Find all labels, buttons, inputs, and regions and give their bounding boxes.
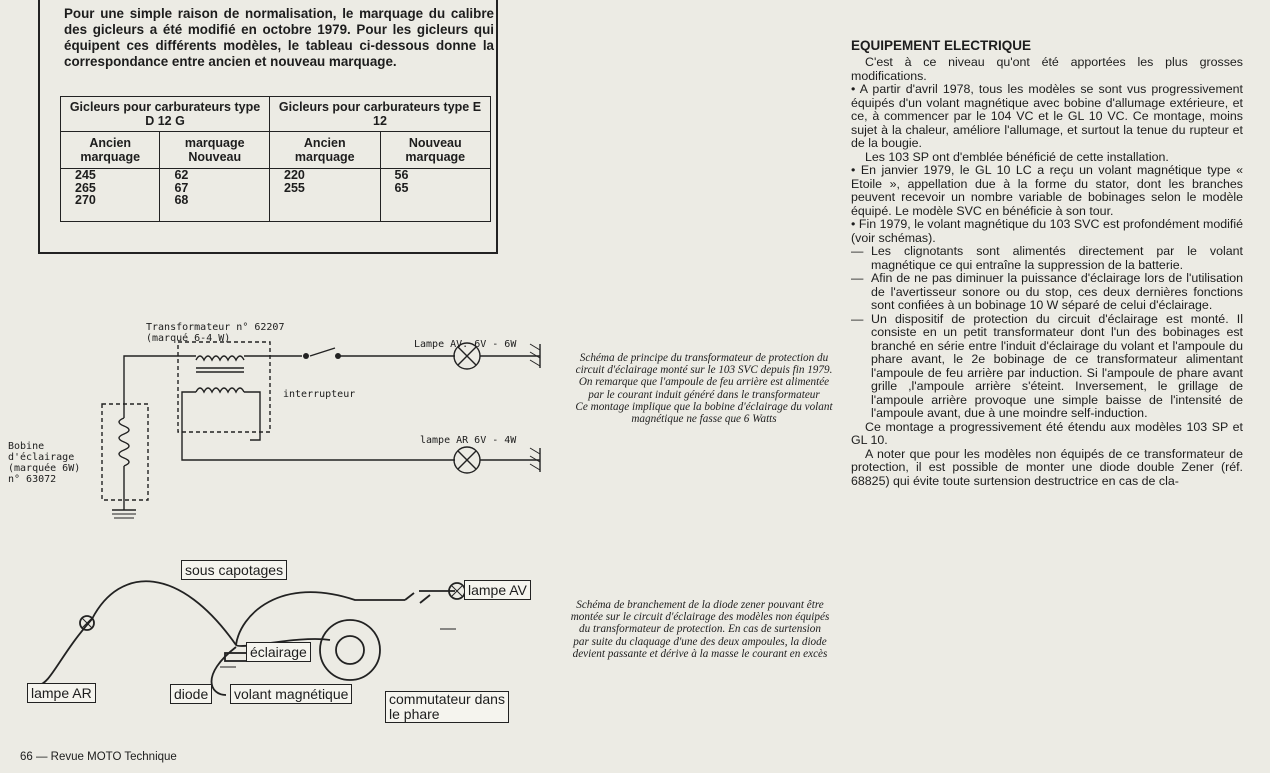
- label-lampe-av: lampe AV: [464, 580, 531, 600]
- switch-label: interrupteur: [283, 389, 356, 400]
- dash-item: — Les clignotants sont alimentés directement par le volant magnétique ce qui entraîne la suppression de la batterie.: [851, 244, 1243, 272]
- front-lamp-label: Lampe AV. 6V - 6W: [414, 339, 517, 350]
- transformer-label: Transformateur n° 62207 (marqué 6-4 W): [146, 322, 285, 344]
- caption-diode: Schéma de branchement de la diode zener pouvant être montée sur le circuit d'éclairage des modèles non équipés du transformateur de protection. En cas de surtension par suite du claquage d'une des deux ampoules, la diode devient passante et dérive à la masse le courant en excès: [570, 599, 830, 660]
- article-paragraph: Les 103 SP ont d'emblée bénéficié de cette installation.: [865, 149, 1169, 164]
- table-header-d12g: Gicleurs pour carburateurs type D 12 G: [61, 97, 270, 132]
- table-cell: 245 265 270: [61, 169, 160, 222]
- wire-rear: [92, 581, 236, 645]
- coil-box: [102, 404, 148, 500]
- article-paragraph: A noter que pour les modèles non équipés de ce transformateur de protection, il est possible de monter une diode double Zener (réf. 68825) qui évite toute surtension destructrice en cas de cla-: [851, 446, 1243, 488]
- table-cell: 220 255: [270, 169, 381, 222]
- article-paragraph: C'est à ce niveau qu'ont été apportées les plus grosses modifications.: [851, 55, 1243, 83]
- transformer-schematic: [0, 320, 570, 530]
- wire-front: [236, 592, 405, 645]
- article-paragraph: Ce montage a progressivement été étendu aux modèles 103 SP et GL 10.: [851, 419, 1243, 447]
- coil-label: Bobine d'éclairage (marquée 6W) n° 63072: [8, 441, 81, 485]
- magneto-flywheel: [320, 620, 380, 680]
- dash-item: — Afin de ne pas diminuer la puissance d'éclairage lors de l'utilisation de l'avertisseur sonore ou du stop, ces deux dernières fonctions sont confiées à un bobinage 10 W séparé de celui d'éclairage.: [851, 271, 1243, 312]
- label-sous-capotages: sous capotages: [181, 560, 287, 580]
- article-body: [851, 56, 1243, 488]
- rear-lamp-label: lampe AR 6V - 4W: [420, 435, 517, 446]
- caption-transformer: Schéma de principe du transformateur de protection du circuit d'éclairage monté sur le 103 SVC depuis fin 1979. On remarque que l'ampoule de feu arrière est alimentée par le courant induit généré dans le transformateur Ce montage implique que la bobine d'éclairage du volant magnétique ne fasse que 6 Watts: [575, 352, 833, 426]
- jet-marking-table: [60, 96, 491, 222]
- table-subheader: Ancien marquage: [270, 132, 381, 169]
- label-diode: diode: [170, 684, 212, 704]
- article-paragraph: • A partir d'avril 1978, tous les modèles se sont vus progressivement équipés d'un volant magnétique avec bobine d'allumage extérieure, et ce, à commencer par le 104 VC et le GL 10 VC. Ce montage, moins sujet à la chaleur, améliore l'allumage, et surtout la tenue du rupteur et de la bougie.: [851, 82, 1243, 150]
- section-heading: EQUIPEMENT ELECTRIQUE: [851, 38, 1032, 53]
- table-cell: 56 65: [380, 169, 491, 222]
- label-volant-magnetique: volant magnétique: [230, 684, 352, 704]
- primary-winding: [196, 356, 244, 360]
- article-paragraph: • En janvier 1979, le GL 10 LC a reçu un volant magnétique type « Etoile », appellation due à la forme du stator, dont les branches peuvent recevoir un nombre variable de bobinages selon le modèle équipé. Le modèle SVC en bénéficie à son tour.: [851, 163, 1243, 218]
- lighting-coil: [119, 418, 129, 466]
- table-subheader: Nouveau marquage: [380, 132, 491, 169]
- table-cell: 62 67 68: [160, 169, 270, 222]
- article-paragraph: • Fin 1979, le volant magnétique du 103 SVC est profondément modifié (voir schémas).: [851, 217, 1243, 245]
- secondary-winding: [196, 388, 244, 392]
- page-footer: 66 — Revue MOTO Technique: [20, 751, 177, 763]
- label-eclairage: éclairage: [246, 642, 311, 662]
- label-lampe-ar: lampe AR: [27, 683, 96, 703]
- table-subheader: Ancien marquage: [61, 132, 160, 169]
- notice-box: [38, 0, 498, 254]
- label-commutateur: commutateur dans le phare: [385, 691, 509, 723]
- dash-item: — Un dispositif de protection du circuit d'éclairage est monté. Il consiste en un petit transformateur dont l'un des bobinages est branché en série entre l'induit d'éclairage du volant et l'ampoule du phare avant, le 2e bobinage de ce transformateur alimentant l'ampoule de feu arrière par induction. Si l'ampoule de phare avant grille ,l'ampoule arrière s'éteint. Inversement, le grillage de l'ampoule arrière provoque une simple baisse de l'intensité de l'ampoule avant, due à une moindre self-induction.: [851, 311, 1243, 420]
- table-header-e12: Gicleurs pour carburateurs type E 12: [270, 97, 491, 132]
- notice-text: Pour une simple raison de normalisation, le marquage du calibre des gicleurs a été modifié en octobre 1979. Pour les gicleurs qui équipent ces différents modèles, le tableau ci-dessous donne la correspondance entre ancien et nouveau marquage.: [64, 6, 494, 69]
- table-subheader: marquage Nouveau: [160, 132, 270, 169]
